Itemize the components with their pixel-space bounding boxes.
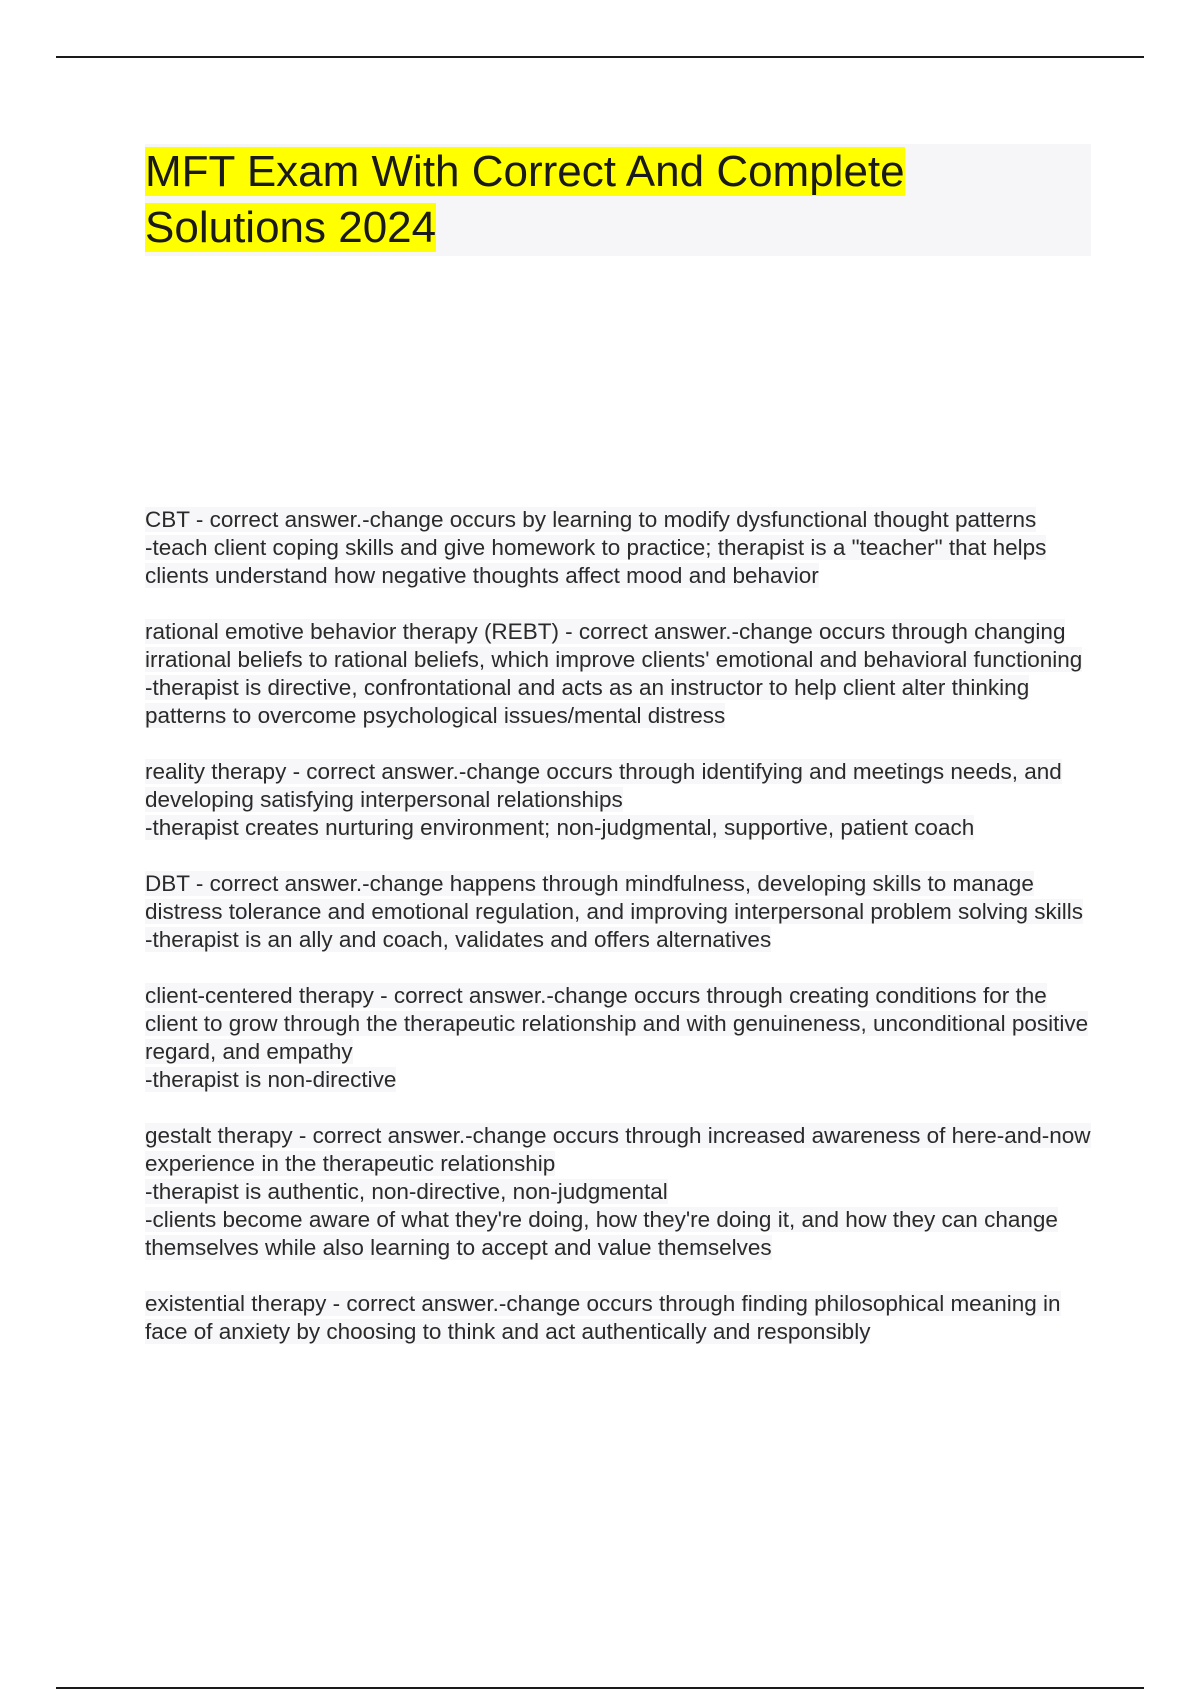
qa-item-client-centered xyxy=(145,982,1091,1094)
qa-line: reality therapy - correct answer.-change occurs through identifying and meetings needs, and developing satisfying interpersonal relationships xyxy=(145,759,1062,812)
qa-line: -therapist is directive, confrontational and acts as an instructor to help client alter thinking patterns to overcome psychological issues/mental distress xyxy=(145,675,1030,728)
qa-line: client-centered therapy - correct answer.-change occurs through creating conditions for the client to grow through the therapeutic relationship and with genuineness, unconditional positive regard, and empathy xyxy=(145,983,1089,1064)
qa-line: -therapist is an ally and coach, validates and offers alternatives xyxy=(145,927,772,952)
qa-item-reality-therapy xyxy=(145,758,1091,842)
qa-line: -teach client coping skills and give homework to practice; therapist is a "teacher" that helps clients understand how negative thoughts affect mood and behavior xyxy=(145,535,1047,588)
qa-line: -clients become aware of what they're doing, how they're doing it, and how they can change themselves while also learning to accept and value themselves xyxy=(145,1207,1058,1260)
qa-item-rebt xyxy=(145,618,1091,730)
qa-item-existential xyxy=(145,1290,1091,1346)
qa-list xyxy=(145,506,1091,1374)
title-line-1: MFT Exam With Correct And Complete xyxy=(145,147,905,196)
qa-line: -therapist is authentic, non-directive, non-judgmental xyxy=(145,1179,668,1204)
top-rule xyxy=(56,56,1144,58)
qa-line: rational emotive behavior therapy (REBT) - correct answer.-change occurs through changing irrational beliefs to rational beliefs, which improve clients' emotional and behavioral functioning xyxy=(145,619,1083,672)
qa-item-dbt xyxy=(145,870,1091,954)
bottom-rule xyxy=(56,1687,1144,1689)
qa-line: gestalt therapy - correct answer.-change occurs through increased awareness of here-and-now experience in the therapeutic relationship xyxy=(145,1123,1091,1176)
qa-line: CBT - correct answer.-change occurs by learning to modify dysfunctional thought patterns xyxy=(145,507,1037,532)
document-title xyxy=(145,144,995,256)
qa-line: DBT - correct answer.-change happens through mindfulness, developing skills to manage distress tolerance and emotional regulation, and improving interpersonal problem solving skills xyxy=(145,871,1083,924)
title-block xyxy=(145,144,1091,256)
title-line-2: Solutions 2024 xyxy=(145,203,437,252)
qa-line: existential therapy - correct answer.-change occurs through finding philosophical meaning in face of anxiety by choosing to think and act authentically and responsibly xyxy=(145,1291,1061,1344)
qa-item-gestalt xyxy=(145,1122,1091,1262)
qa-line: -therapist creates nurturing environment; non-judgmental, supportive, patient coach xyxy=(145,815,975,840)
qa-line: -therapist is non-directive xyxy=(145,1067,397,1092)
qa-item-cbt xyxy=(145,506,1091,590)
